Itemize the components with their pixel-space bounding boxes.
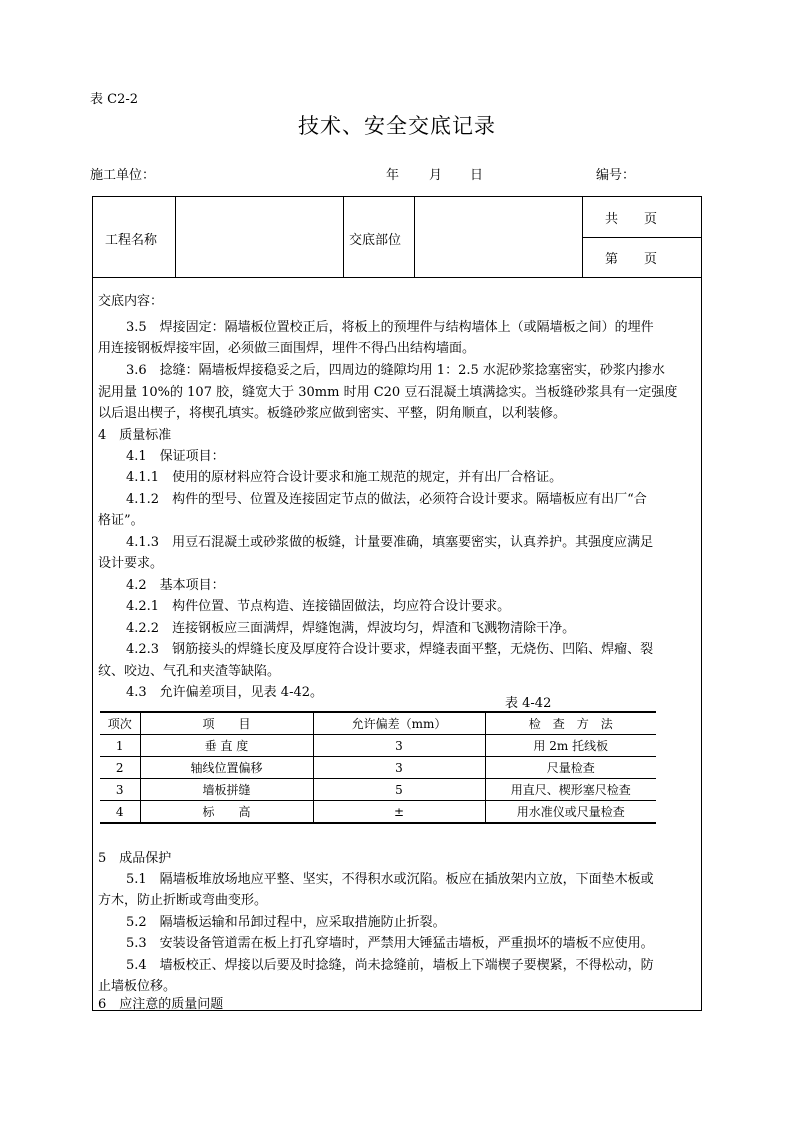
content-line: 3.6 捻缝：隔墙板焊接稳妥之后，四周边的缝隙均用 1：2.5 水泥砂浆捻塞密实，砂浆内掺水 bbox=[126, 363, 665, 378]
table-cell: 墙板拼缝 bbox=[140, 779, 313, 801]
content-line: 4.2 基本项目： bbox=[126, 578, 225, 593]
table-cell: 3 bbox=[115, 782, 124, 797]
table-cell: 标 高 bbox=[140, 801, 313, 824]
header-divider-1 bbox=[175, 197, 176, 277]
current-page-label: 第 页 bbox=[605, 252, 658, 267]
table-cell: 轴线位置偏移 bbox=[140, 757, 313, 779]
project-name-label: 工程名称 bbox=[105, 233, 158, 248]
table-cell: 5 bbox=[313, 779, 485, 801]
header-divider-3 bbox=[414, 197, 415, 277]
content-line: 3.5 焊接固定：隔墙板位置校正后，将板上的预埋件与结构墙体上（或隔墙板之间）的埋件 bbox=[126, 320, 654, 335]
section-heading: 4 质量标准 bbox=[98, 428, 172, 443]
day-label: 日 bbox=[470, 168, 484, 183]
table-header-cell: 允许偏差（mm） bbox=[313, 712, 485, 735]
table-row bbox=[100, 757, 656, 779]
table-row bbox=[100, 735, 656, 757]
location-label: 交底部位 bbox=[349, 233, 402, 248]
table-cell: 用直尺、楔形塞尺检查 bbox=[485, 779, 656, 801]
table-cell: 用水准仪或尺量检查 bbox=[485, 801, 656, 824]
table-cell: 1 bbox=[115, 738, 124, 753]
month-label: 月 bbox=[429, 168, 443, 183]
content-line: 4.1.3 用豆石混凝土或砂浆做的板缝，计量要准确，填塞要密实，认真养护。其强度应满足 bbox=[126, 535, 654, 550]
content-line: 以后退出楔子，将楔孔填实。板缝砂浆应做到密实、平整，阴角顺直，以利装修。 bbox=[98, 406, 567, 421]
table-header-row bbox=[100, 712, 656, 735]
content-line: 5.3 安装设备管道需在板上打孔穿墙时，严禁用大锤猛击墙板，严重损坏的墙板不应使用。 bbox=[126, 936, 654, 951]
content-label: 交底内容： bbox=[98, 294, 164, 309]
content-line: 格证”。 bbox=[98, 513, 144, 528]
section-heading: 6 应注意的质量问题 bbox=[98, 997, 224, 1012]
header-bottom-divider bbox=[93, 277, 701, 278]
table-cell: 3 bbox=[313, 757, 485, 779]
total-pages-label: 共 页 bbox=[605, 212, 658, 227]
content-line: 设计要求。 bbox=[98, 556, 164, 571]
table-caption: 表 4-42 bbox=[505, 696, 552, 711]
table-cell: 4 bbox=[115, 804, 124, 819]
table-cell: ± bbox=[313, 801, 485, 824]
page-title: 技术、安全交底记录 bbox=[298, 114, 496, 138]
table-cell: 尺量检查 bbox=[485, 757, 656, 779]
content-line: 4.2.3 钢筋接头的焊缝长度及厚度符合设计要求，焊缝表面平整，无烧伤、凹陷、焊瘤、裂 bbox=[126, 642, 654, 657]
content-line: 4.1.2 构件的型号、位置及连接固定节点的做法，必须符合设计要求。隔墙板应有出厂“合 bbox=[126, 492, 647, 507]
content-line: 泥用量 10%的 107 胶，缝宽大于 30mm 时用 C20 豆石混凝土填满捻实。当板缝砂浆具有一定强度 bbox=[98, 385, 678, 400]
page-cell-divider bbox=[582, 237, 701, 238]
table-cell: 3 bbox=[313, 735, 485, 757]
content-line: 4.2.2 连接钢板应三面满焊，焊缝饱满，焊波均匀，焊渣和飞溅物清除干净。 bbox=[126, 621, 576, 636]
content-line: 5.2 隔墙板运输和吊卸过程中，应采取措施防止折裂。 bbox=[126, 915, 446, 930]
table-header-cell: 项 目 bbox=[140, 712, 313, 735]
year-label: 年 bbox=[386, 168, 400, 183]
table-row bbox=[100, 801, 656, 824]
number-label: 编号： bbox=[596, 168, 636, 183]
content-line: 4.1.1 使用的原材料应符合设计要求和施工规范的规定，并有出厂合格证。 bbox=[126, 470, 563, 485]
content-line: 5.4 墙板校正、焊接以后要及时捻缝，尚未捻缝前，墙板上下端楔子要楔紧，不得松动，防 bbox=[126, 958, 654, 973]
table-cell: 垂 直 度 bbox=[140, 735, 313, 757]
unit-label: 施工单位： bbox=[90, 168, 156, 183]
table-header-cell: 项次 bbox=[107, 717, 132, 731]
content-line: 5.1 隔墙板堆放场地应平整、坚实，不得积水或沉陷。板应在插放架内立放，下面垫木板或 bbox=[126, 872, 654, 887]
content-line: 方木，防止折断或弯曲变形。 bbox=[98, 893, 268, 908]
table-header-cell: 检 查 方 法 bbox=[485, 712, 656, 735]
tolerance-table bbox=[100, 711, 656, 824]
content-line: 止墙板位移。 bbox=[98, 979, 177, 994]
header-divider-2 bbox=[343, 197, 344, 277]
content-line: 纹、咬边、气孔和夹渣等缺陷。 bbox=[98, 664, 281, 679]
form-code: 表 C2-2 bbox=[90, 92, 139, 107]
section-heading: 5 成品保护 bbox=[98, 851, 172, 866]
table-cell: 用 2m 托线板 bbox=[485, 735, 656, 757]
content-line: 4.1 保证项目： bbox=[126, 449, 225, 464]
content-line: 4.3 允许偏差项目，见表 4-42。 bbox=[126, 685, 324, 700]
content-line: 4.2.1 构件位置、节点构造、连接锚固做法，均应符合设计要求。 bbox=[126, 599, 511, 614]
table-row bbox=[100, 779, 656, 801]
content-line: 用连接钢板焊接牢固，必须做三面围焊，埋件不得凸出结构墙面。 bbox=[98, 341, 476, 356]
table-cell: 2 bbox=[115, 760, 124, 775]
